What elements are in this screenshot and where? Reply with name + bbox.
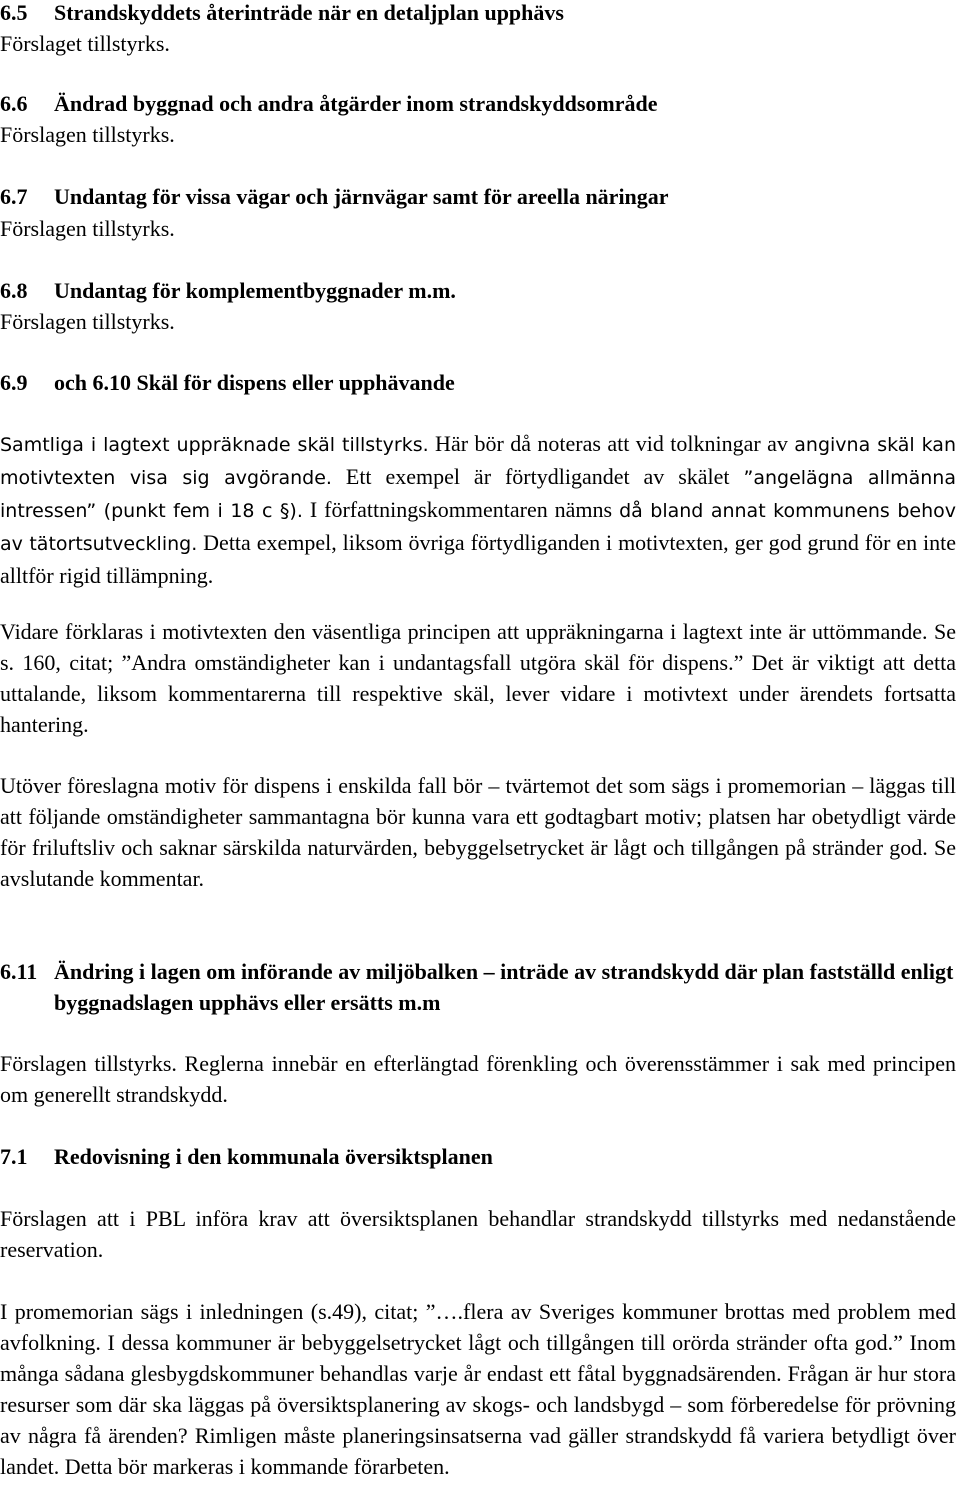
body-6-6: Förslagen tillstyrks.: [0, 122, 175, 147]
body-6-8: Förslagen tillstyrks.: [0, 309, 175, 334]
body-6-7: Förslagen tillstyrks.: [0, 216, 175, 241]
heading-6-7: 6.7 Undantag för vissa vägar och järnvägar samt för areella näringar: [0, 184, 669, 209]
body-6-5: Förslaget tillstyrks.: [0, 31, 170, 56]
heading-7-1: 7.1 Redovisning i den kommunala översiktsplanen: [0, 1144, 493, 1169]
heading-6-9: 6.9 och 6.10 Skäl för dispens eller upphävande: [0, 370, 455, 395]
heading-6-6: 6.6 Ändrad byggnad och andra åtgärder inom strandskyddsområde: [0, 91, 658, 116]
paragraph-6-9-2: Vidare förklaras i motivtexten den väsentliga principen att uppräkningarna i lagtext inte är uttömmande. Se s. 160, citat; ”Andra omständigheter kan i undantagsfall utgöra skäl för dispens.” Det är viktigt att detta uttalande, liksom kommentarerna till respektive skäl, lever vidare i motivtext under ärendets fortsatta hantering.: [0, 619, 956, 737]
paragraph-6-9-1: Samtliga i lagtext uppräknade skäl tillstyrks. Här bör då noteras att vid tolkningar av angivna skäl kan motivtexten visa sig avgörande. Ett exempel är förtydligandet av skälet ”angelägna allmänna intressen” (punkt fem i 18 c §). I författningskommentaren nämns då bland annat kommunens behov av tätortsutveckling. Detta exempel, liksom övriga förtydliganden i motivtexten, ger god grund för en inte alltför rigid tillämpning.: [0, 431, 956, 588]
body-6-11: Förslagen tillstyrks. Reglerna innebär en efterlängtad förenkling och överensstämmer i sak med principen om generellt strandskydd.: [0, 1051, 956, 1107]
heading-6-11: 6.11 Ändring i lagen om införande av miljöbalken – inträde av strandskydd där plan fastställd enligt byggnadslagen upphävs eller ersätts m.m: [0, 959, 954, 1015]
paragraph-7-1-1: Förslagen att i PBL införa krav att översiktsplanen behandlar strandskydd tillstyrks med nedanstående reservation.: [0, 1206, 956, 1262]
paragraph-7-1-2: I promemorian sägs i inledningen (s.49), citat; ”….flera av Sveriges kommuner brottas med problem med avfolkning. I dessa kommuner är bebyggelsetrycket lågt och tillgången till orörda stränder ofta god.” Inom många sådana glesbygdskommuner behandlas varje år endast ett fåtal byggnadsärenden. Frågan är hur stora resurser som där ska läggas på översiktsplanering av skogs- och landsbygd – som förberedelse för prövning av några få ärenden? Rimligen måste planeringsinsatserna vad gäller strandskydd få variera betydligt över landet. Detta bör markeras i kommande förarbeten.: [0, 1299, 956, 1479]
heading-6-5: 6.5 Strandskyddets återinträde när en detaljplan upphävs: [0, 0, 564, 25]
heading-6-8: 6.8 Undantag för komplementbyggnader m.m.: [0, 278, 456, 303]
paragraph-6-9-3: Utöver föreslagna motiv för dispens i enskilda fall bör – tvärtemot det som sägs i promemorian – läggas till att följande omständigheter sammantagna bör kunna vara ett godtagbart motiv; platsen har obetydligt värde för friluftsliv och saknar särskilda naturvärden, bebyggelsetrycket är lågt och tillgången på stränder god. Se avslutande kommentar.: [0, 773, 956, 891]
